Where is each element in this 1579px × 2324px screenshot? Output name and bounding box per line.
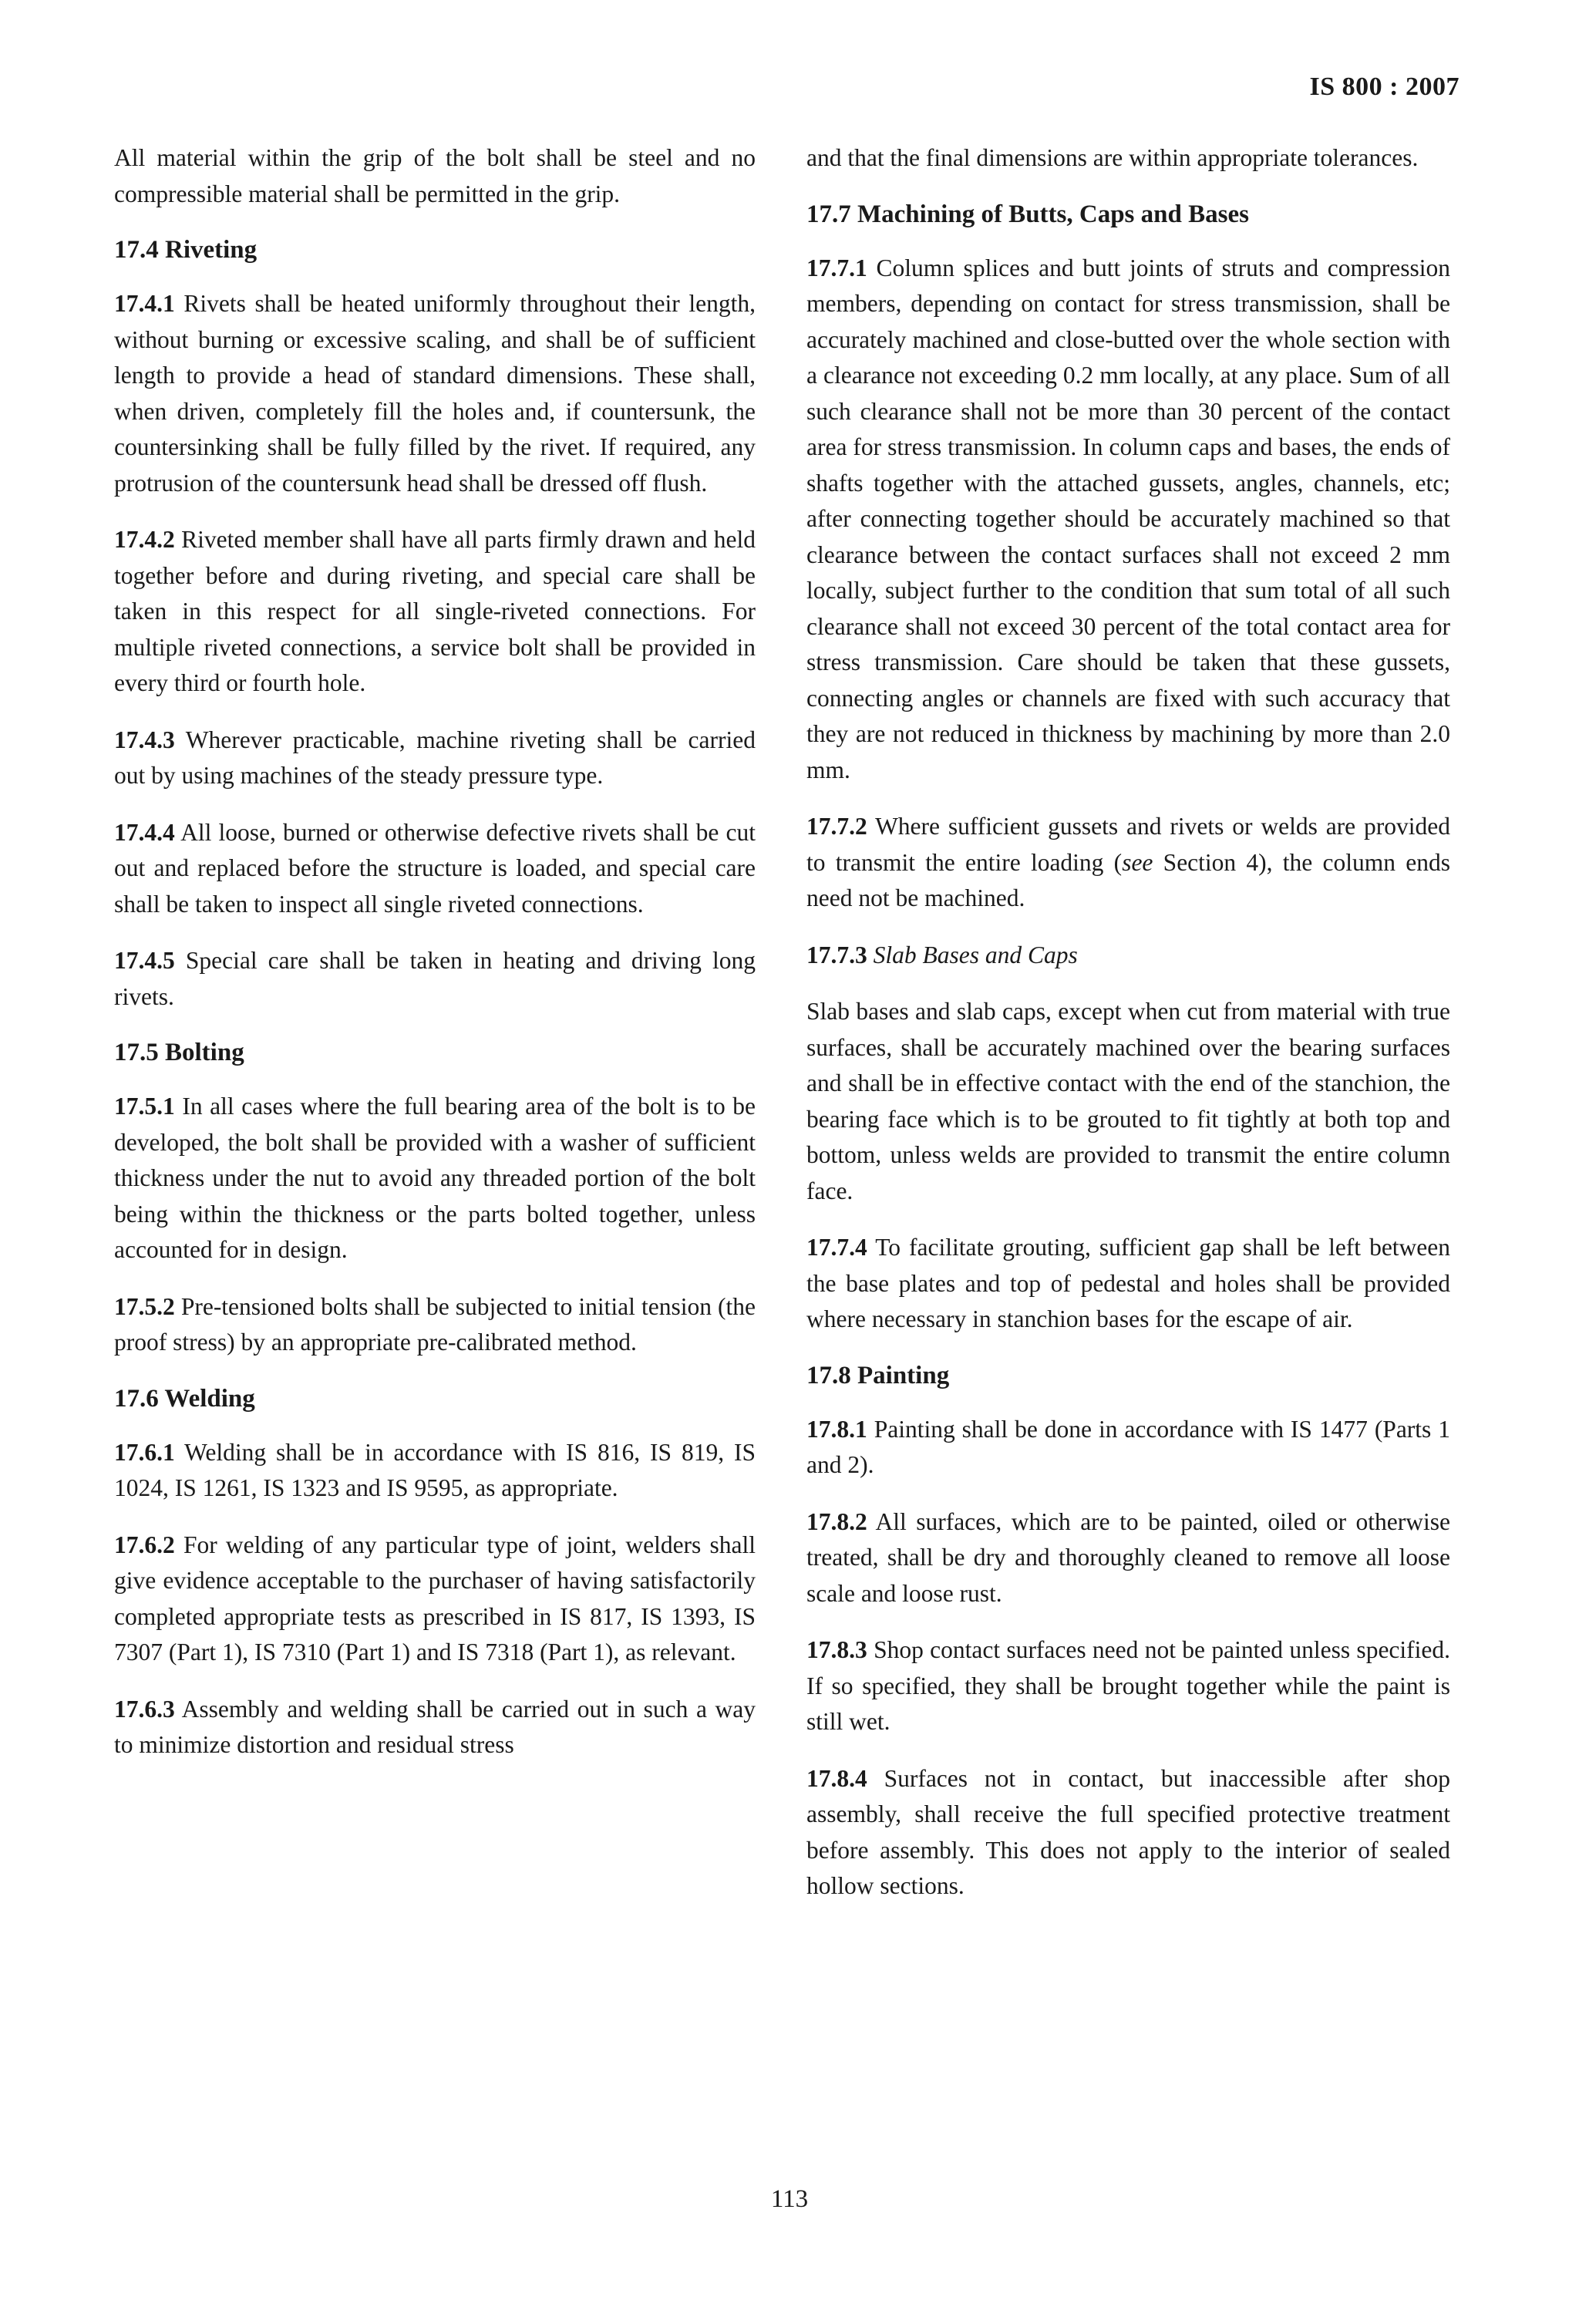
- page-number: 113: [770, 2185, 809, 2213]
- continuation-paragraph: and that the final dimensions are within appropriate tolerances.: [806, 144, 1419, 171]
- heading-17-6: 17.6 Welding: [114, 1384, 255, 1413]
- clause-17-7-2: [806, 809, 1450, 917]
- clause-text: Column splices and butt joints of struts and compression members, depending on contact for stress transmission, shall be accurately machined and close-butted over the whole section with a clearance not exceeding 0.2 mm locally, at any place. Sum of all such clearance shall not be more than 30 percent of the contact area for stress transmission. In column caps and bases, the ends of shafts together with the attached gussets, angles, channels, etc; after connecting together should be accurately machined so that clearance between the contact surfaces shall not exceed 2 mm locally, subject further to the condition that sum total of all such clearance shall not exceed 30 percent of the total contact area for stress transmission. Care should be taken that these gussets, connecting angles or channels are fixed with such accuracy that they are not reduced in thickness by machining by more than 2.0 mm.: [806, 254, 1450, 783]
- clause-number: 17.7.3: [806, 941, 867, 968]
- standard-code: IS 800 : 2007: [1309, 72, 1459, 101]
- clause-number: 17.7.2: [806, 813, 867, 840]
- clause-17-6-1: [114, 1435, 756, 1507]
- clause-text: All surfaces, which are to be painted, oiled or otherwise treated, shall be dry and thoroughly cleaned to remove all loose scale and loose rust.: [806, 1507, 1450, 1607]
- clause-text: Pre-tensioned bolts shall be subjected to initial tension (the proof stress) by an appropriate pre-calibrated method.: [114, 1292, 756, 1356]
- clause-title: Slab Bases and Caps: [873, 941, 1078, 968]
- clause-text: Riveted member shall have all parts firmly drawn and held together before and during riveting, and special care shall be taken in this respect for all single-riveted connections. For multiple riveted connections, a service bolt shall be provided in every third or fourth hole.: [114, 526, 756, 696]
- clause-number: 17.4.1: [114, 290, 175, 317]
- clause-text: For welding of any particular type of joint, welders shall give evidence acceptable to the purchaser of having satisfactorily completed appropriate tests as prescribed in IS 817, IS 1393, IS 7307 (Part 1), IS 7310 (Part 1) and IS 7318 (Part 1), as relevant.: [114, 1531, 756, 1666]
- clause-text: Special care shall be taken in heating and driving long rivets.: [114, 947, 756, 1010]
- clause-text: Painting shall be done in accordance with IS 1477 (Parts 1 and 2).: [806, 1415, 1451, 1478]
- see-reference: see: [1122, 848, 1153, 876]
- clause-text: Rivets shall be heated uniformly throughout their length, without burning or excessive scaling, and shall be of sufficient length to provide a head of standard dimensions. These shall, when driven, completely fill the holes and, if countersunk, the countersinking shall be fully filled by the rivet. If required, any protrusion of the countersunk head shall be dressed off flush.: [114, 290, 756, 497]
- clause-17-6-2: [114, 1527, 756, 1671]
- heading-17-5: 17.5 Bolting: [114, 1039, 244, 1066]
- clause-text: Wherever practicable, machine riveting shall be carried out by using machines of the steady pressure type.: [114, 726, 756, 789]
- clause-number: 17.6.1: [114, 1438, 175, 1466]
- clause-number: 17.6.3: [114, 1695, 175, 1723]
- clause-text: Shop contact surfaces need not be painted unless specified. If so specified, they shall be brought together while the paint is still wet.: [806, 1636, 1451, 1735]
- clause-17-4-3: [114, 722, 756, 794]
- clause-17-7-1: [806, 251, 1450, 789]
- heading-17-4: 17.4 Riveting: [114, 236, 258, 264]
- clause-17-8-3: [806, 1632, 1450, 1740]
- clause-text: Surfaces not in contact, but inaccessible after shop assembly, shall receive the full specified protective treatment before assembly. This does not apply to the interior of sealed hollow sections.: [806, 1764, 1450, 1899]
- clause-17-4-1: [114, 286, 756, 501]
- clause-17-7-4: [806, 1230, 1450, 1338]
- clause-17-4-4: [114, 815, 756, 923]
- clause-number: 17.4.4: [114, 818, 175, 846]
- clause-17-8-2: [806, 1504, 1450, 1612]
- right-column: [806, 140, 1450, 1925]
- clause-number: 17.4.5: [114, 947, 175, 974]
- clause-number: 17.6.2: [114, 1531, 175, 1558]
- clause-number: 17.8.2: [806, 1507, 867, 1535]
- heading-17-7: 17.7 Machining of Butts, Caps and Bases: [806, 200, 1249, 228]
- clause-number: 17.4.3: [114, 726, 175, 753]
- clause-17-4-2: [114, 522, 756, 702]
- slab-bases-paragraph: Slab bases and slab caps, except when cut from material with true surfaces, shall be accurately machined over the bearing surfaces and shall be in effective contact with the end of the stanchion, the bearing face which is to be grouted to fit tightly at both top and bottom, unless welds are provided to transmit the entire column face.: [806, 998, 1450, 1204]
- clause-number: 17.8.1: [806, 1415, 867, 1443]
- clause-text: In all cases where the full bearing area of the bolt is to be developed, the bolt shall be provided with a washer of sufficient thickness under the nut to avoid any threaded portion of the bolt being within the thickness or the parts bolted together, unless accounted for in design.: [114, 1093, 756, 1263]
- clause-number: 17.5.1: [114, 1093, 175, 1120]
- clause-17-8-1: [806, 1412, 1450, 1484]
- intro-paragraph: All material within the grip of the bolt shall be steel and no compressible material shall be permitted in the grip.: [114, 144, 756, 207]
- clause-17-4-5: [114, 943, 756, 1015]
- clause-text: All loose, burned or otherwise defective rivets shall be cut out and replaced before the structure is loaded, and special care shall be taken to inspect all single riveted connections.: [114, 818, 756, 918]
- clause-number: 17.7.1: [806, 254, 867, 281]
- clause-text: Assembly and welding shall be carried out in such a way to minimize distortion and residual stress: [114, 1695, 756, 1758]
- clause-number: 17.7.4: [806, 1234, 867, 1261]
- clause-17-5-2: [114, 1289, 756, 1361]
- clause-number: 17.8.3: [806, 1636, 867, 1663]
- clause-text-continued: Section 4), the column ends need not be machined.: [806, 848, 1451, 911]
- clause-text: To facilitate grouting, sufficient gap shall be left between the base plates and top of pedestal and holes shall be provided where necessary in stanchion bases for the escape of air.: [806, 1234, 1451, 1332]
- clause-text: Welding shall be in accordance with IS 816, IS 819, IS 1024, IS 1261, IS 1323 and IS 9595, as appropriate.: [114, 1438, 756, 1501]
- clause-number: 17.5.2: [114, 1292, 175, 1320]
- clause-number: 17.8.4: [806, 1764, 867, 1792]
- clause-text: Where sufficient gussets and rivets or welds are provided to transmit the entire loading (: [806, 813, 1450, 876]
- clause-17-5-1: [114, 1089, 756, 1268]
- clause-17-6-3: [114, 1692, 756, 1763]
- clause-17-8-4: [806, 1761, 1450, 1905]
- left-column: [114, 140, 756, 1784]
- heading-17-8: 17.8 Painting: [806, 1361, 950, 1389]
- clause-17-7-3: [806, 938, 1450, 974]
- clause-number: 17.4.2: [114, 526, 175, 553]
